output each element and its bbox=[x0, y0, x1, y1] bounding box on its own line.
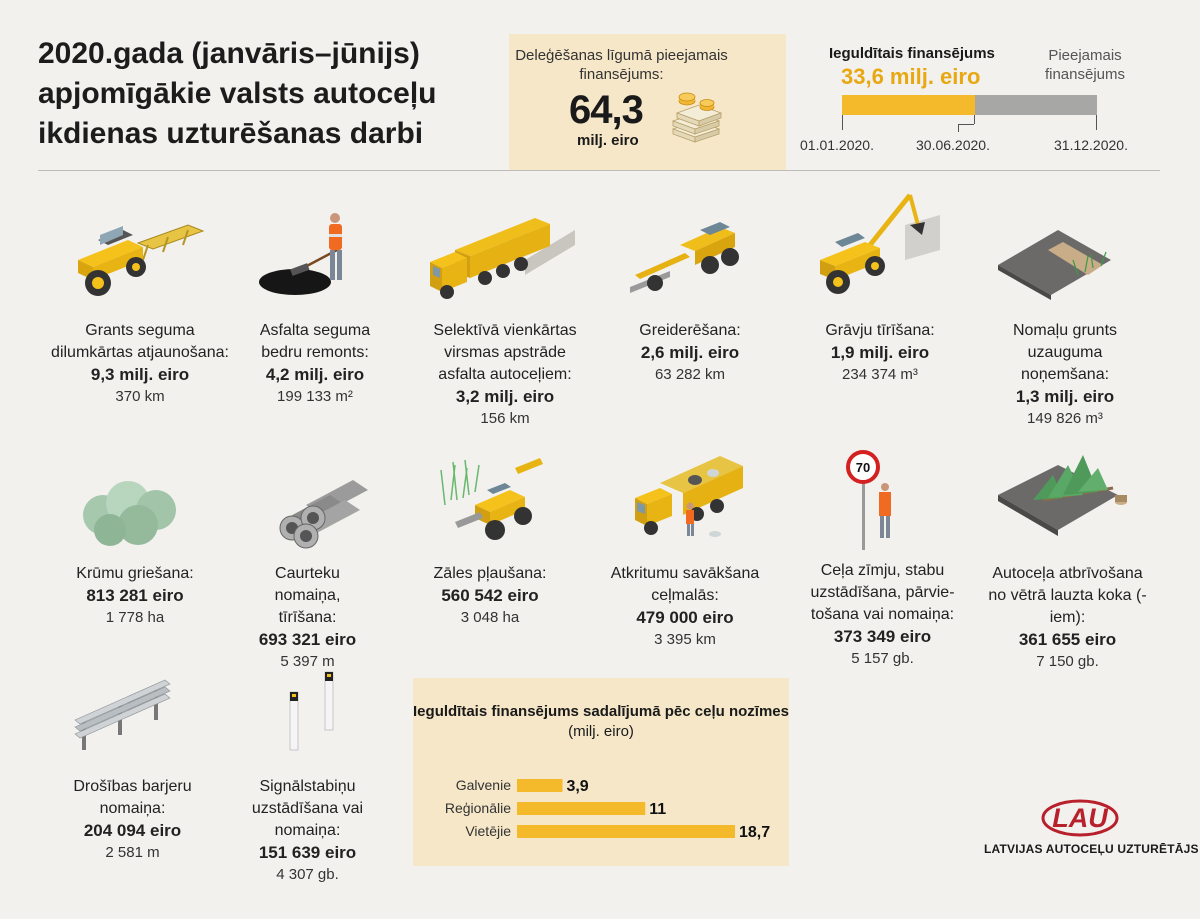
work-item bbox=[620, 320, 760, 386]
work-value: 1,9 milj. eiro bbox=[830, 343, 930, 362]
delineator-post-icon bbox=[280, 670, 350, 760]
road-sign-icon bbox=[840, 445, 900, 550]
work-item bbox=[245, 320, 385, 408]
chart-title-text: Ieguldītais finansējums sadalījumā pēc ceļu nozīmes bbox=[413, 703, 789, 720]
work-item bbox=[985, 563, 1150, 673]
work-quantity: 234 374 m³ bbox=[842, 366, 918, 383]
delegation-value: 64,3 bbox=[569, 88, 643, 132]
chart-value-label: 3,9 bbox=[566, 778, 589, 795]
chart-bar bbox=[517, 802, 645, 815]
excavator-icon bbox=[810, 190, 945, 300]
work-value: 3,2 milj. eiro bbox=[455, 387, 555, 406]
work-item bbox=[990, 320, 1140, 430]
work-item bbox=[60, 776, 205, 864]
work-value: 2,6 milj. eiro bbox=[640, 343, 740, 362]
work-label: Caurteku nomaiņa, tīrīšana: bbox=[274, 565, 341, 626]
work-label: Signālstabiņu uzstādīšana vai nomaiņa: bbox=[251, 778, 364, 839]
chart-bar bbox=[517, 779, 562, 792]
delegation-box bbox=[509, 34, 786, 170]
work-value: 4,2 milj. eiro bbox=[265, 365, 365, 384]
guardrail-icon bbox=[70, 675, 175, 760]
work-quantity: 149 826 m³ bbox=[1027, 410, 1103, 427]
road-shoulder-icon bbox=[993, 220, 1118, 305]
money-stack-icon bbox=[667, 89, 727, 149]
work-quantity: 199 133 m² bbox=[277, 388, 353, 405]
lau-logo bbox=[1040, 796, 1120, 842]
work-quantity: 156 km bbox=[480, 410, 530, 427]
asphalt-worker-icon bbox=[255, 210, 365, 305]
funding-progress-fill bbox=[842, 95, 975, 115]
road-category-chart bbox=[413, 678, 789, 866]
work-quantity: 370 km bbox=[115, 388, 165, 405]
work-value: 361 655 eiro bbox=[1018, 630, 1117, 649]
delegation-label: Deleģēšanas līgumā pieejamais finansējums: bbox=[515, 47, 728, 83]
tick-start bbox=[842, 115, 843, 130]
work-item bbox=[245, 776, 370, 886]
logo-text: LAU bbox=[1052, 803, 1108, 833]
date-start: 01.01.2020. bbox=[800, 137, 874, 153]
work-label: Nomaļu grunts uzauguma noņemšana: bbox=[1012, 322, 1118, 383]
work-quantity: 4 307 gb. bbox=[276, 866, 339, 883]
work-item bbox=[420, 320, 590, 430]
chart-category-label: Reģionālie bbox=[444, 800, 511, 816]
bush-icon bbox=[78, 475, 188, 550]
work-value: 204 094 eiro bbox=[83, 821, 182, 840]
work-item bbox=[800, 560, 965, 670]
header-divider bbox=[38, 170, 1160, 171]
work-quantity: 2 581 m bbox=[105, 844, 160, 861]
mower-icon bbox=[435, 450, 555, 550]
tank-truck-icon bbox=[425, 200, 580, 305]
work-quantity: 5 157 gb. bbox=[851, 650, 914, 667]
work-value: 373 349 eiro bbox=[833, 627, 932, 646]
chart-value-label: 11 bbox=[649, 801, 667, 818]
work-item bbox=[420, 563, 560, 629]
chart-category-label: Galvenie bbox=[455, 777, 511, 793]
garbage-truck-icon bbox=[625, 448, 755, 548]
work-label: Ceļa zīmju, stabu uzstādīšana, pārvie-tošana vai nomaiņa: bbox=[810, 562, 955, 623]
work-value: 479 000 eiro bbox=[636, 608, 734, 627]
chart-svg bbox=[413, 678, 789, 866]
speed-limit-value: 70 bbox=[855, 460, 871, 475]
organization-name: LATVIJAS AUTOCEĻU UZTURĒTĀJS bbox=[984, 842, 1199, 856]
work-quantity: 3 048 ha bbox=[460, 609, 520, 626]
funding-progress-bar bbox=[842, 95, 1097, 115]
work-label: Grants seguma dilumkārtas atjaunošana: bbox=[51, 322, 229, 361]
work-quantity: 3 395 km bbox=[654, 631, 716, 648]
work-label: Asfalta seguma bedru remonts: bbox=[259, 322, 371, 361]
invested-value: 33,6 milj. eiro bbox=[841, 64, 981, 89]
work-value: 9,3 milj. eiro bbox=[90, 365, 190, 384]
work-item bbox=[65, 563, 205, 629]
work-value: 151 639 eiro bbox=[258, 843, 357, 862]
work-item bbox=[600, 563, 770, 651]
chart-category-label: Vietējie bbox=[465, 823, 511, 839]
work-label: Atkritumu savākšana ceļmalās: bbox=[610, 565, 760, 604]
tick-end bbox=[1096, 115, 1097, 130]
work-value: 1,3 milj. eiro bbox=[1015, 387, 1115, 406]
work-value: 813 281 eiro bbox=[86, 586, 184, 605]
motor-grader-icon bbox=[625, 215, 750, 305]
work-label: Selektīvā vienkārtas virsmas apstrāde asfalta autoceļiem: bbox=[433, 322, 577, 383]
tick-mid-offset bbox=[958, 124, 974, 125]
work-quantity: 63 282 km bbox=[654, 366, 726, 383]
work-item bbox=[245, 563, 370, 673]
tick-mid-lower bbox=[958, 124, 959, 132]
work-label: Autoceļa atbrīvošana no vētrā lauzta koka (-iem): bbox=[988, 565, 1147, 626]
work-value: 560 542 eiro bbox=[441, 586, 539, 605]
pipes-icon bbox=[268, 470, 373, 550]
work-value: 693 321 eiro bbox=[258, 630, 357, 649]
work-quantity: 1 778 ha bbox=[105, 609, 165, 626]
work-label: Greiderēšana: bbox=[639, 322, 741, 339]
chart-title-unit: (milj. eiro) bbox=[568, 723, 634, 740]
work-label: Drošības barjeru nomaiņa: bbox=[73, 778, 192, 817]
date-mid: 30.06.2020. bbox=[916, 137, 990, 153]
grader-tractor-icon bbox=[68, 205, 208, 300]
date-end: 31.12.2020. bbox=[1054, 137, 1128, 153]
work-item bbox=[810, 320, 950, 386]
chart-bar bbox=[517, 825, 735, 838]
work-quantity: 7 150 gb. bbox=[1036, 653, 1099, 670]
fallen-tree-icon bbox=[993, 450, 1138, 545]
page-title: 2020.gada (janvāris–jūnijs) apjomīgākie valsts autoceļu ikdienas uzturēšanas darbi bbox=[38, 37, 437, 150]
work-label: Krūmu griešana: bbox=[76, 565, 194, 582]
work-item bbox=[50, 320, 230, 408]
invested-label: Ieguldītais finansējums bbox=[829, 45, 995, 62]
available-label: Pieejamais finansējums bbox=[1044, 47, 1126, 83]
tick-mid bbox=[974, 115, 975, 124]
work-quantity: 5 397 m bbox=[280, 653, 335, 670]
work-label: Grāvju tīrīšana: bbox=[825, 322, 935, 339]
work-label: Zāles pļaušana: bbox=[433, 565, 547, 582]
delegation-unit: milj. eiro bbox=[577, 132, 639, 149]
chart-value-label: 18,7 bbox=[739, 824, 771, 841]
